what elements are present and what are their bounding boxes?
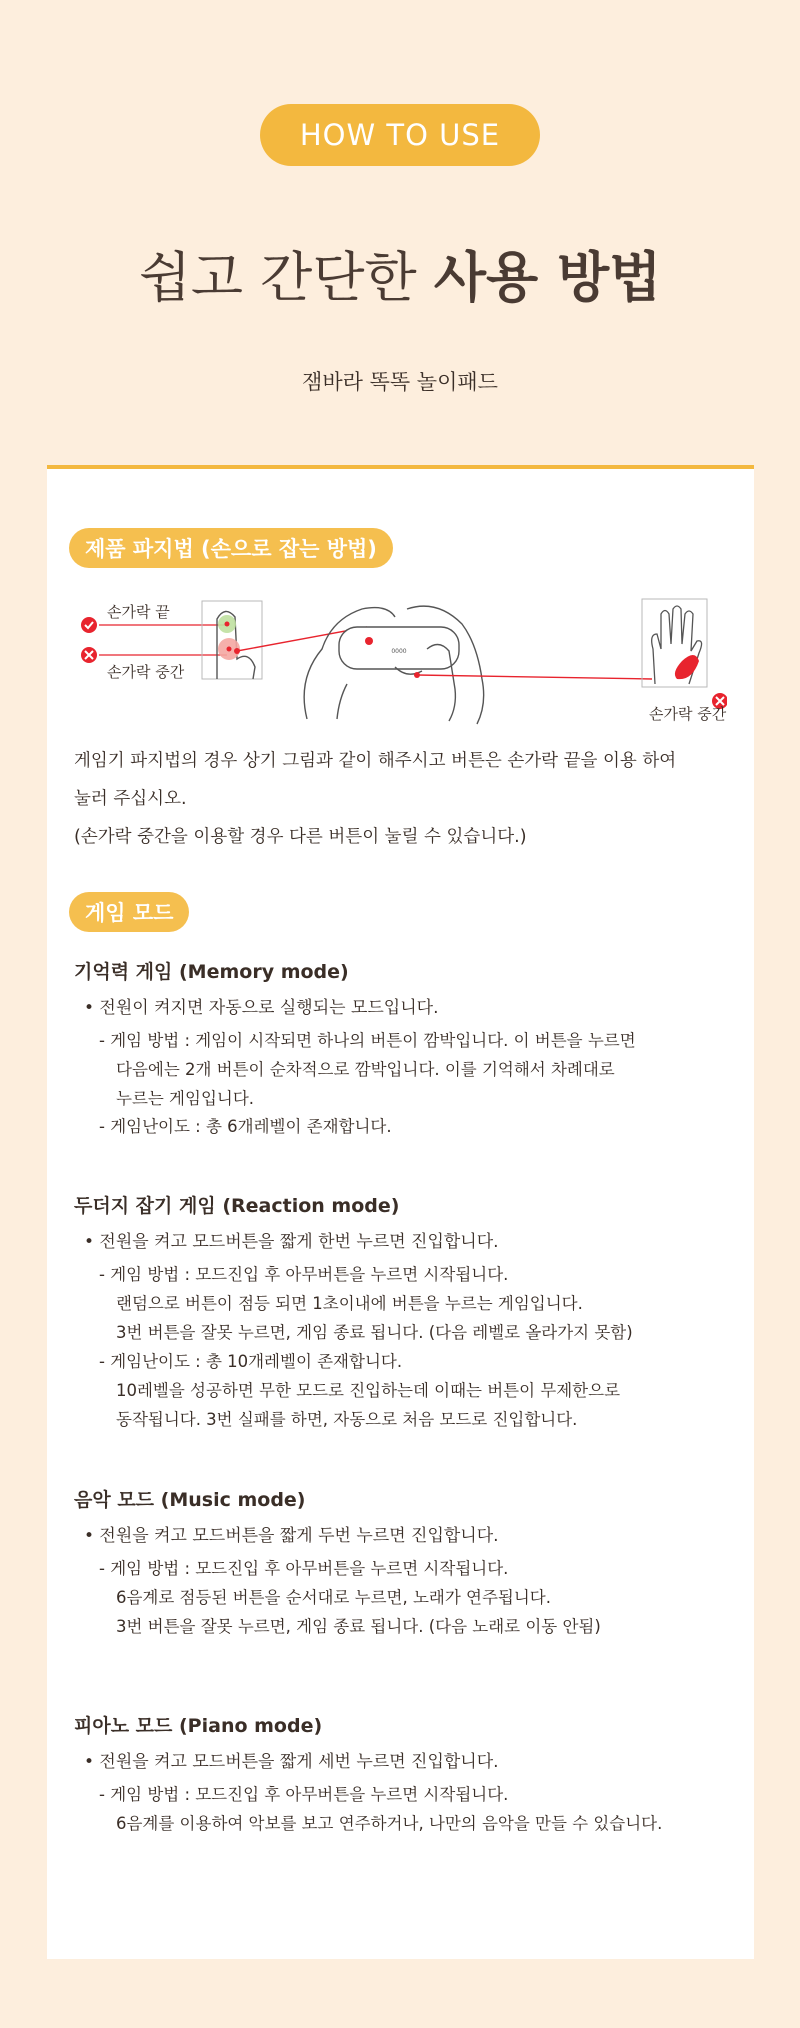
- label-finger-middle-right: 손가락 중간: [649, 705, 727, 723]
- hands-holding-pad-icon: [304, 606, 484, 724]
- grip-text-line-1: 게임기 파지법의 경우 상기 그림과 같이 해주시고 버튼은 손가락 끝을 이용 하여: [74, 751, 677, 771]
- reaction-mode-method-cont-1: 랜덤으로 버튼이 점등 되면 1초이내에 버튼을 누르는 게임입니다.: [116, 1294, 583, 1313]
- finger-closeup-icon: [202, 601, 262, 679]
- label-finger-middle-left: 손가락 중간: [107, 663, 185, 681]
- how-to-use-badge: HOW TO USE: [260, 104, 540, 166]
- reaction-mode-method: - 게임 방법 : 모드진입 후 아무버튼을 누르면 시작됩니다.: [99, 1265, 509, 1284]
- piano-mode-title: 피아노 모드 (Piano mode): [74, 1715, 323, 1737]
- page-title: [0, 240, 800, 316]
- reaction-mode-bullet: • 전원을 켜고 모드버튼을 짧게 한번 누르면 진입합니다.: [84, 1232, 499, 1252]
- memory-mode-method: - 게임 방법 : 게임이 시작되면 하나의 버튼이 깜박입니다. 이 버튼을 누르면: [99, 1031, 636, 1050]
- page-subtitle: 잼바라 똑똑 놀이패드: [302, 370, 498, 394]
- pad-device-label: 0000: [391, 648, 407, 655]
- grip-section-tag: 제품 파지법 (손으로 잡는 방법): [69, 528, 393, 568]
- music-mode-bullet: • 전원을 켜고 모드버튼을 짧게 두번 누르면 진입합니다.: [84, 1526, 499, 1546]
- music-mode-method-cont-1: 6음계로 점등된 버튼을 순서대로 누르면, 노래가 연주됩니다.: [116, 1588, 551, 1607]
- label-finger-tip: 손가락 끝: [107, 603, 170, 621]
- piano-mode-method-cont-1: 6음계를 이용하여 악보를 보고 연주하거나, 나만의 음악을 만들 수 있습니다.: [116, 1814, 663, 1833]
- instruction-card: [47, 465, 754, 1959]
- palm-closeup-icon: [642, 599, 707, 687]
- reaction-mode-title: 두더지 잡기 게임 (Reaction mode): [74, 1195, 400, 1217]
- grip-illustration: [77, 589, 727, 729]
- music-mode-method-cont-2: 3번 버튼을 잘못 누르면, 게임 종료 됩니다. (다음 노래로 이동 안됨): [116, 1617, 601, 1636]
- game-mode-tag: 게임 모드: [69, 892, 189, 932]
- music-mode-title: 음악 모드 (Music mode): [74, 1489, 306, 1511]
- music-mode-method: - 게임 방법 : 모드진입 후 아무버튼을 누르면 시작됩니다.: [99, 1559, 509, 1578]
- correct-check-icon: [81, 617, 97, 633]
- grip-text-line-3: (손가락 중간을 이용할 경우 다른 버튼이 눌릴 수 있습니다.): [74, 827, 527, 847]
- memory-mode-title: 기억력 게임 (Memory mode): [74, 961, 349, 983]
- reaction-mode-difficulty-cont-2: 동작됩니다. 3번 실패를 하면, 자동으로 처음 모드로 진입합니다.: [116, 1410, 578, 1429]
- page-title-bold: 사용 방법: [433, 246, 662, 309]
- reaction-mode-difficulty: - 게임난이도 : 총 10개레벨이 존재합니다.: [99, 1352, 403, 1371]
- reaction-mode-method-cont-2: 3번 버튼을 잘못 누르면, 게임 종료 됩니다. (다음 레벨로 올라가지 못함): [116, 1323, 633, 1342]
- page-title-light: 쉽고 간단한: [138, 246, 434, 309]
- wrong-x-icon-left: [81, 647, 97, 663]
- piano-mode-bullet: • 전원을 켜고 모드버튼을 짧게 세번 누르면 진입합니다.: [84, 1752, 499, 1772]
- memory-mode-method-cont-2: 누르는 게임입니다.: [116, 1089, 255, 1108]
- memory-mode-bullet: • 전원이 켜지면 자동으로 실행되는 모드입니다.: [84, 998, 439, 1018]
- memory-mode-difficulty: - 게임난이도 : 총 6개레벨이 존재합니다.: [99, 1117, 392, 1136]
- grip-text-line-2: 눌러 주십시오.: [74, 789, 187, 809]
- piano-mode-method: - 게임 방법 : 모드진입 후 아무버튼을 누르면 시작됩니다.: [99, 1785, 509, 1804]
- memory-mode-method-cont-1: 다음에는 2개 버튼이 순차적으로 깜박입니다. 이를 기억해서 차례대로: [116, 1060, 615, 1079]
- reaction-mode-difficulty-cont-1: 10레벨을 성공하면 무한 모드로 진입하는데 이때는 버튼이 무제한으로: [116, 1381, 621, 1400]
